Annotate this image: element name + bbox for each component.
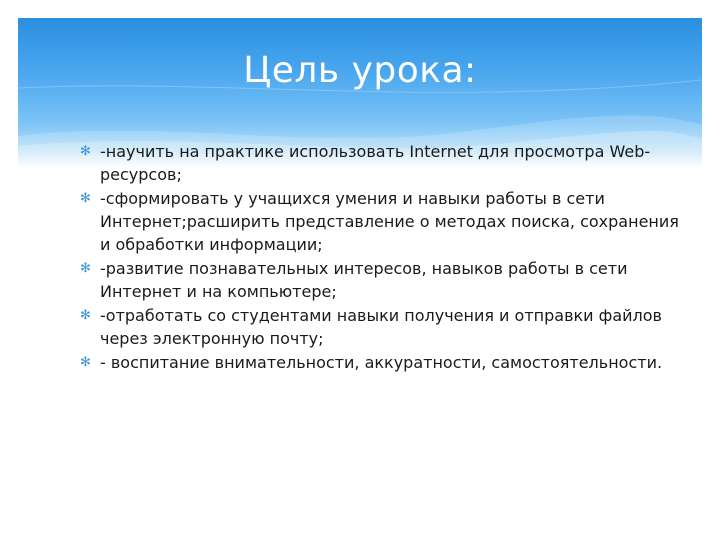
list-item-text: -отработать со студентами навыки получения и отправки файлов через электронную почту; bbox=[100, 306, 662, 348]
asterisk-icon: ✻ bbox=[80, 144, 91, 159]
slide-title: Цель урока: bbox=[243, 50, 477, 91]
asterisk-icon: ✻ bbox=[80, 308, 91, 323]
list-item-text: -научить на практике использовать Internet для просмотра Web-ресурсов; bbox=[100, 142, 651, 184]
list-item bbox=[80, 140, 680, 186]
list-item-text: -сформировать у учащихся умения и навыки работы в сети Интернет;расширить представление о методах поиска, сохранения и обработки информации; bbox=[100, 189, 679, 254]
objectives-list bbox=[80, 140, 680, 374]
list-item bbox=[80, 304, 680, 350]
asterisk-icon: ✻ bbox=[80, 355, 91, 370]
list-item bbox=[80, 187, 680, 256]
asterisk-icon: ✻ bbox=[80, 261, 91, 276]
list-item-text: - воспитание внимательности, аккуратности, самостоятельности. bbox=[100, 353, 663, 372]
list-item bbox=[80, 351, 680, 374]
asterisk-icon: ✻ bbox=[80, 191, 91, 206]
list-item-text: -развитие познавательных интересов, навыков работы в сети Интернет и на компьютере; bbox=[100, 259, 628, 301]
list-item bbox=[80, 257, 680, 303]
slide-content bbox=[80, 140, 680, 375]
